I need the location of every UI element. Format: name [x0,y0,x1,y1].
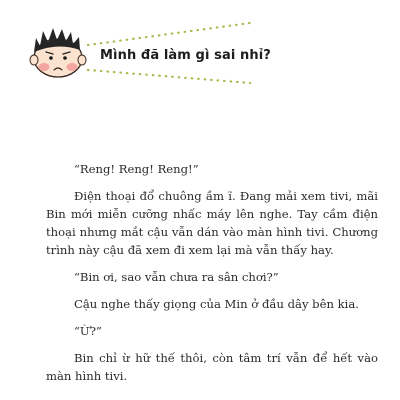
story-text [46,160,378,394]
story-paragraph: “Bin ơi, sao vẫn chưa ra sân chơi?” [74,270,279,284]
story-paragraph: “Reng! Reng! Reng!” [74,162,199,176]
chapter-header [0,0,400,100]
story-paragraph: Điện thoại đổ chuông ầm ĩ. Đang mải xem tivi, mãi Bin mới miễn cưỡng nhấc máy lên nghe. Tay cầm điện thoại nhưng mắt cậu vẫn dán vào màn hình tivi. Chương trình này cậu đã xem đi xem lại mà vẫn thấy hay. [46,189,378,257]
chapter-title: Mình đã làm gì sai nhỉ? [100,48,271,63]
story-paragraph: Cậu nghe thấy giọng của Min ở đầu dây bên kia. [74,297,359,311]
story-paragraph: Bin chỉ ừ hữ thế thôi, còn tâm trí vẫn để hết vào màn hình tivi. [46,351,378,383]
boy-face [30,28,86,77]
story-paragraph: “Ừ?” [74,324,102,338]
